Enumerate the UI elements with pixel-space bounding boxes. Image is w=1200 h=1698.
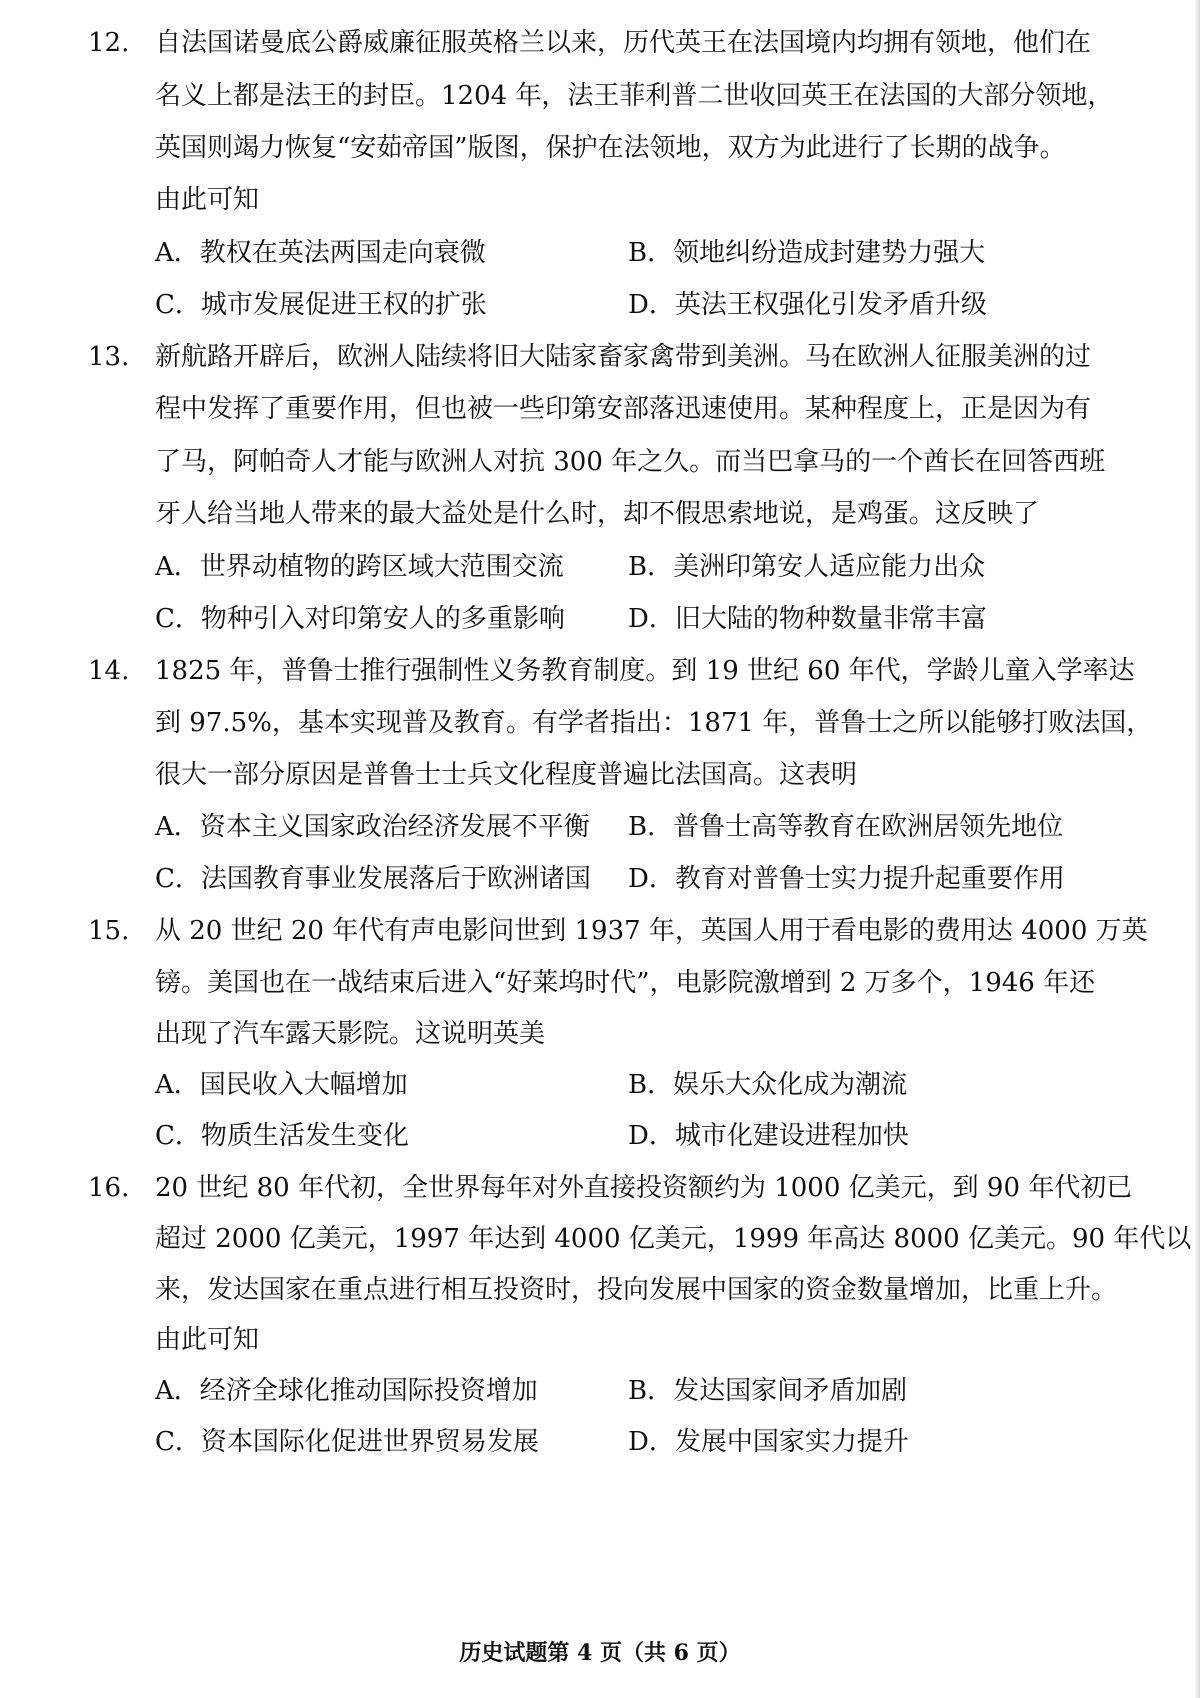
question-stem-line: 镑。美国也在一战结束后进入“好莱坞时代”，电影院激增到 2 万多个，1946 年还 bbox=[155, 968, 1096, 998]
question-stem-line: 很大一部分原因是普鲁士士兵文化程度普遍比法国高。这表明 bbox=[155, 760, 858, 790]
option-a: A．世界动植物的跨区域大范围交流 bbox=[155, 552, 564, 582]
question-number: 16. bbox=[88, 1173, 130, 1203]
question-number: 15. bbox=[88, 916, 130, 946]
option-c: C．资本国际化促进世界贸易发展 bbox=[155, 1427, 539, 1457]
question-number: 13. bbox=[88, 342, 130, 372]
question-stem-line: 名义上都是法王的封臣。1204 年，法王菲利普二世收回英王在法国的大部分领地， bbox=[155, 81, 1114, 111]
question-stem-line: 20 世纪 80 年代初，全世界每年对外直接投资额约为 1000 亿美元，到 90 年代初已 bbox=[155, 1173, 1133, 1203]
question-stem-line: 到 97.5%，基本实现普及教育。有学者指出：1871 年，普鲁士之所以能够打败法国， bbox=[155, 708, 1153, 738]
option-b: B．美洲印第安人适应能力出众 bbox=[628, 552, 986, 582]
option-d: D．城市化建设进程加快 bbox=[628, 1121, 909, 1151]
option-d: D．旧大陆的物种数量非常丰富 bbox=[628, 604, 987, 634]
option-b: B．普鲁士高等教育在欧洲居领先地位 bbox=[628, 812, 1064, 842]
option-d: D．英法王权强化引发矛盾升级 bbox=[628, 290, 987, 320]
question-stem-line: 自法国诺曼底公爵威廉征服英格兰以来，历代英王在法国境内均拥有领地，他们在 bbox=[155, 28, 1092, 58]
option-c: C．法国教育事业发展落后于欧洲诸国 bbox=[155, 864, 591, 894]
question-stem-line: 由此可知 bbox=[155, 1325, 260, 1355]
option-a: A．教权在英法两国走向衰微 bbox=[155, 238, 486, 268]
option-b: B．发达国家间矛盾加剧 bbox=[628, 1376, 908, 1406]
question-stem-line: 出现了汽车露天影院。这说明英美 bbox=[155, 1019, 546, 1049]
question-stem-line: 程中发挥了重要作用，但也被一些印第安部落迅速使用。某种程度上，正是因为有 bbox=[155, 394, 1092, 424]
question-number: 14. bbox=[88, 656, 130, 686]
question-stem-line: 1825 年，普鲁士推行强制性义务教育制度。到 19 世纪 60 年代，学龄儿童入学率达 bbox=[155, 656, 1135, 686]
question-stem-line: 从 20 世纪 20 年代有声电影问世到 1937 年，英国人用于看电影的费用达 4000 万英 bbox=[155, 916, 1148, 946]
question-stem-line: 了马，阿帕奇人才能与欧洲人对抗 300 年之久。而当巴拿马的一个酋长在回答西班 bbox=[155, 447, 1106, 477]
option-c: C．物种引入对印第安人的多重影响 bbox=[155, 604, 565, 634]
option-c: C．城市发展促进王权的扩张 bbox=[155, 290, 487, 320]
question-number: 12. bbox=[88, 28, 130, 58]
scan-edge-shadow bbox=[1194, 0, 1200, 1698]
question-stem-line: 牙人给当地人带来的最大益处是什么时，却不假思索地说，是鸡蛋。这反映了 bbox=[155, 499, 1040, 529]
option-d: D．教育对普鲁士实力提升起重要作用 bbox=[628, 864, 1065, 894]
option-b: B．娱乐大众化成为潮流 bbox=[628, 1070, 908, 1100]
question-stem-line: 由此可知 bbox=[155, 185, 260, 215]
option-a: A．资本主义国家政治经济发展不平衡 bbox=[155, 812, 590, 842]
option-b: B．领地纠纷造成封建势力强大 bbox=[628, 238, 986, 268]
option-c: C．物质生活发生变化 bbox=[155, 1121, 409, 1151]
question-stem-line: 英国则竭力恢复“安茹帝国”版图，保护在法领地，双方为此进行了长期的战争。 bbox=[155, 133, 1066, 163]
question-stem-line: 来，发达国家在重点进行相互投资时，投向发展中国家的资金数量增加，比重上升。 bbox=[155, 1275, 1118, 1305]
option-d: D．发展中国家实力提升 bbox=[628, 1427, 909, 1457]
option-a: A．国民收入大幅增加 bbox=[155, 1070, 408, 1100]
question-stem-line: 新航路开辟后，欧洲人陆续将旧大陆家畜家禽带到美洲。马在欧洲人征服美洲的过 bbox=[155, 342, 1092, 372]
question-stem-line: 超过 2000 亿美元，1997 年达到 4000 亿美元，1999 年高达 8000 亿美元。90 年代以 bbox=[155, 1224, 1192, 1254]
option-a: A．经济全球化推动国际投资增加 bbox=[155, 1376, 538, 1406]
page-footer: 历史试题第 4 页（共 6 页） bbox=[459, 1640, 741, 1666]
